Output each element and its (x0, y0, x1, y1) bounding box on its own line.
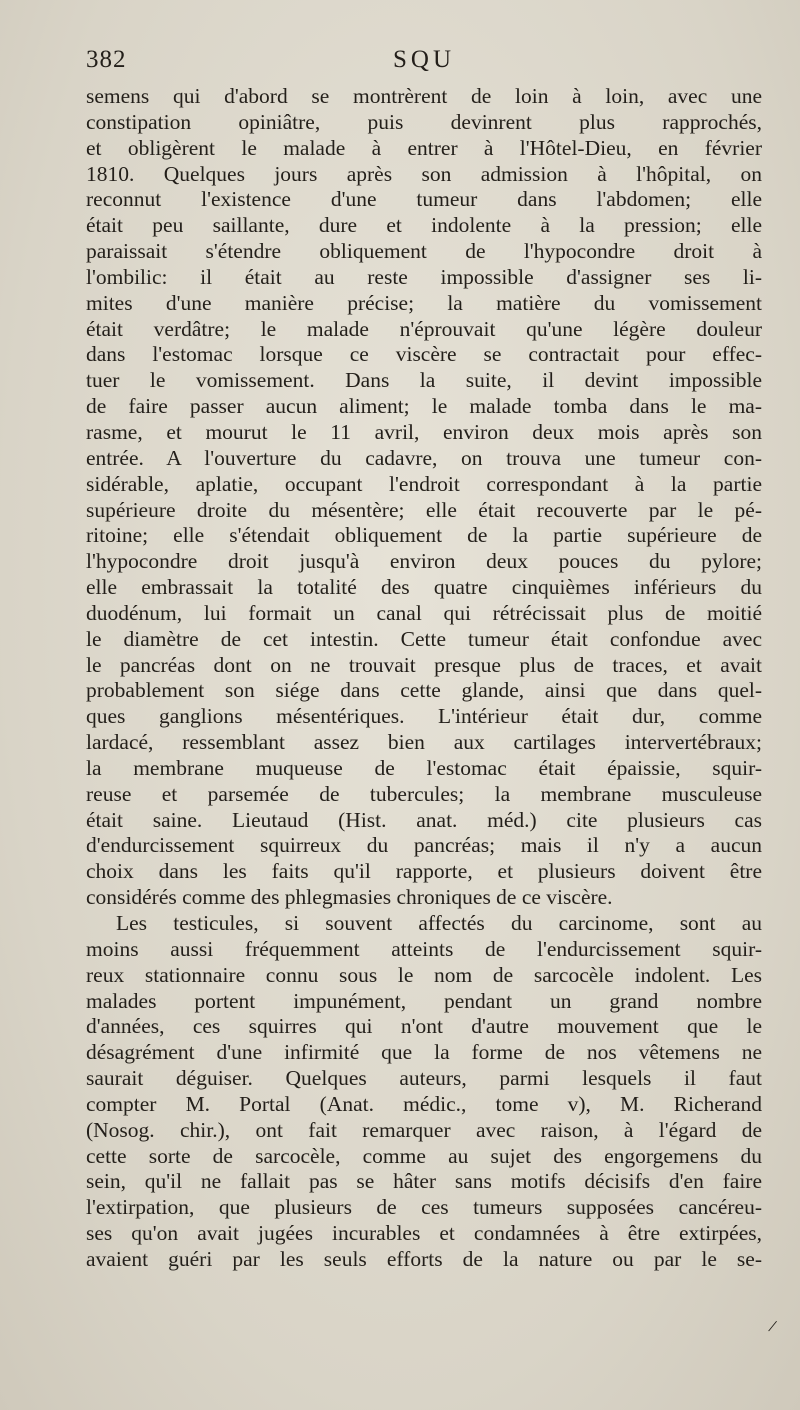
text-line: l'hypocondre droit jusqu'à environ deux pouces du pylore; (86, 549, 762, 574)
text-line: entrée. A l'ouverture du cadavre, on trouva une tumeur con- (86, 445, 762, 470)
text-line: choix dans les faits qu'il rapporte, et plusieurs doivent être (86, 859, 762, 884)
text-line: 1810. Quelques jours après son admission à l'hôpital, on (86, 161, 762, 186)
text-line: reuse et parsemée de tubercules; la membrane musculeuse (86, 781, 762, 806)
text-line: l'extirpation, que plusieurs de ces tumeurs supposées cancéreu- (86, 1195, 762, 1220)
text-line: elle embrassait la totalité des quatre cinquièmes inférieurs du (86, 575, 762, 600)
body-text (86, 84, 762, 1273)
text-line: ques ganglions mésentériques. L'intérieur était dur, comme (86, 704, 762, 729)
text-line: était saine. Lieutaud (Hist. anat. méd.) cite plusieurs cas (86, 807, 762, 832)
text-line: sein, qu'il ne fallait pas se hâter sans motifs décisifs d'en faire (86, 1169, 762, 1194)
text-line: ses qu'on avait jugées incurables et condamnées à être extirpées, (86, 1221, 762, 1246)
text-line: malades portent impunément, pendant un grand nombre (86, 988, 762, 1013)
text-line: lardacé, ressemblant assez bien aux cartilages intervertébraux; (86, 730, 762, 755)
text-line: probablement son siége dans cette glande, ainsi que dans quel- (86, 678, 762, 703)
text-line: paraissait s'étendre obliquement de l'hypocondre droit à (86, 239, 762, 264)
text-line: était peu saillante, dure et indolente à la pression; elle (86, 213, 762, 238)
text-line: rasme, et mourut le 11 avril, environ deux mois après son (86, 419, 762, 444)
text-line: de faire passer aucun aliment; le malade tomba dans le ma- (86, 394, 762, 419)
text-line: avaient guéri par les seuls efforts de la nature ou par le se- (86, 1246, 762, 1271)
text-line: cette sorte de sarcocèle, comme au sujet des engorgemens du (86, 1143, 762, 1168)
text-line: d'endurcissement squirreux du pancréas; mais il n'y a aucun (86, 833, 762, 858)
text-line: (Nosog. chir.), ont fait remarquer avec raison, à l'égard de (86, 1117, 762, 1142)
text-line: l'ombilic: il était au reste impossible d'assigner ses li- (86, 264, 762, 289)
text-line: la membrane muqueuse de l'estomac était épaissie, squir- (86, 755, 762, 780)
text-line: dans l'estomac lorsque ce viscère se contractait pour effec- (86, 342, 762, 367)
text-line: d'années, ces squirres qui n'ont d'autre mouvement que le (86, 1014, 762, 1039)
page-header (86, 46, 762, 86)
margin-mark: / (766, 1315, 779, 1337)
text-line: sidérable, aplatie, occupant l'endroit correspondant à la partie (86, 471, 762, 496)
text-line: semens qui d'abord se montrèrent de loin à loin, avec une (86, 84, 762, 108)
text-line: Les testicules, si souvent affectés du carcinome, sont au (116, 911, 762, 935)
text-line: ritoine; elle s'étendait obliquement de la partie supérieure de (86, 523, 762, 548)
text-line: considérés comme des phlegmasies chroniques de ce viscère. (86, 885, 613, 910)
page-number: 382 (86, 46, 127, 73)
text-line: constipation opiniâtre, puis devinrent plus rapprochés, (86, 109, 762, 134)
running-head: SQU (392, 46, 455, 73)
text-line: était verdâtre; le malade n'éprouvait qu'une légère douleur (86, 316, 762, 341)
text-line: le pancréas dont on ne trouvait presque plus de traces, et avait (86, 652, 762, 677)
text-line: compter M. Portal (Anat. médic., tome v), M. Richerand (86, 1091, 762, 1116)
text-line: reconnut l'existence d'une tumeur dans l'abdomen; elle (86, 187, 762, 212)
text-line: le diamètre de cet intestin. Cette tumeur était confondue avec (86, 626, 762, 651)
text-line: tuer le vomissement. Dans la suite, il devint impossible (86, 368, 762, 393)
text-line: reux stationnaire connu sous le nom de sarcocèle indolent. Les (86, 962, 762, 987)
text-line: moins aussi fréquemment atteints de l'endurcissement squir- (86, 936, 762, 961)
text-line: duodénum, lui formait un canal qui rétrécissait plus de moitié (86, 600, 762, 625)
text-line: saurait déguiser. Quelques auteurs, parmi lesquels il faut (86, 1066, 762, 1091)
text-line: et obligèrent le malade à entrer à l'Hôtel-Dieu, en février (86, 135, 762, 160)
text-line: désagrément d'une infirmité que la forme de nos vêtemens ne (86, 1040, 762, 1065)
text-line: mites d'une manière précise; la matière du vomissement (86, 290, 762, 315)
text-line: supérieure droite du mésentère; elle était recouverte par le pé- (86, 497, 762, 522)
